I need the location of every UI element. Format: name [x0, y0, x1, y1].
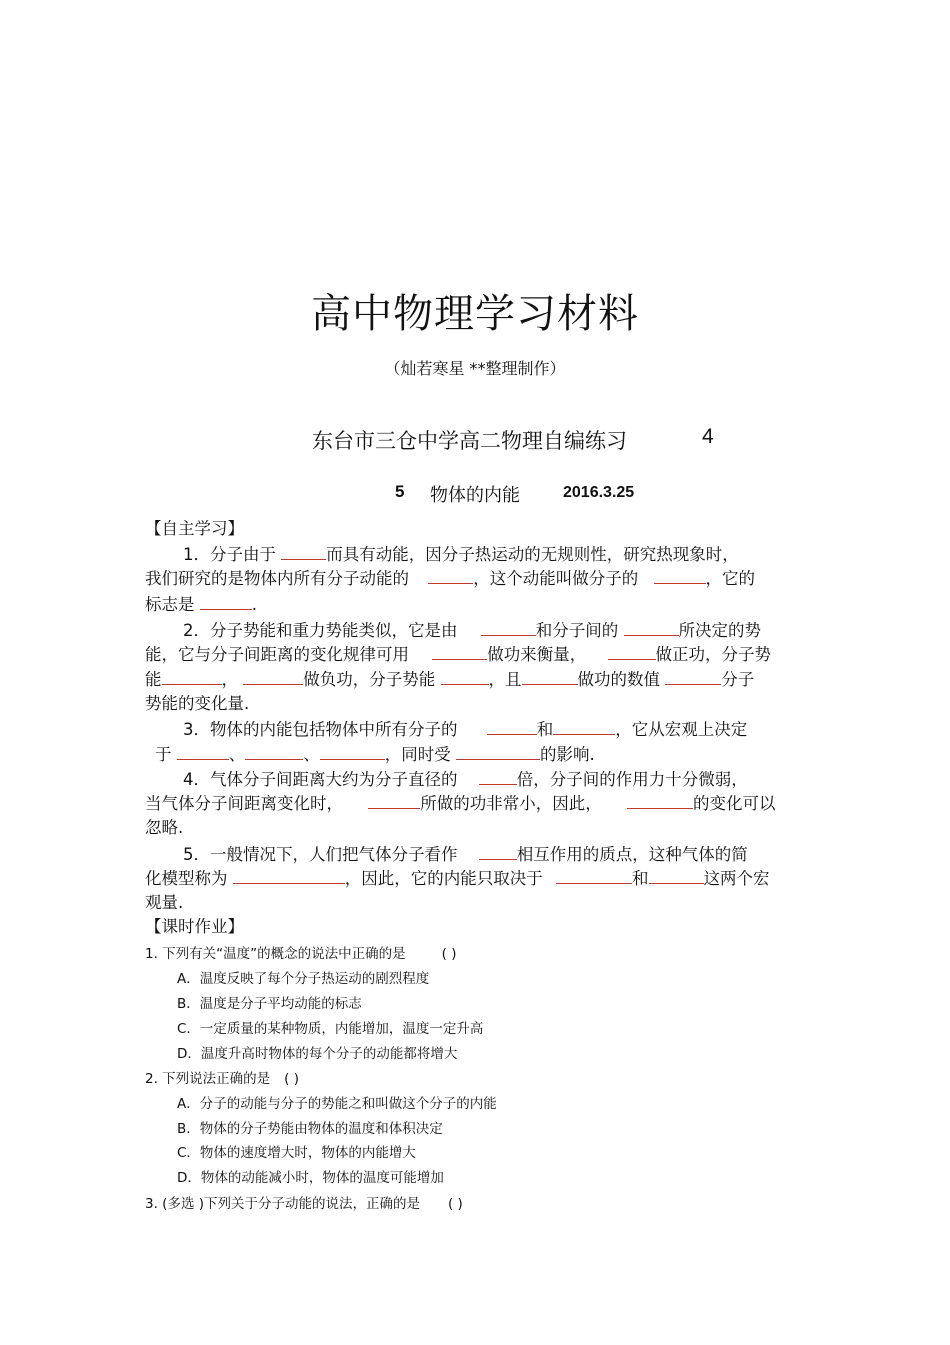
fill-line [145, 891, 183, 915]
fill-line [145, 692, 249, 716]
line-text: 、 [303, 745, 320, 764]
line-text: . [251, 595, 257, 614]
line-text: ，它的 [705, 569, 755, 588]
answer-blank[interactable] [243, 667, 303, 685]
question-stem: 3. (多选 )下列关于分子动能的说法，正确的是 ( ) [145, 1196, 463, 1212]
option-a[interactable]: A．分子的动能与分子的势能之和叫做这个分子的内能 [177, 1096, 497, 1112]
exercise-title: 东台市三仓中学高二物理自编练习 [312, 429, 627, 453]
exercise-number: 4 [702, 425, 714, 448]
answer-blank[interactable] [487, 717, 537, 735]
line-text: ，这个动能叫做分子的 [473, 569, 639, 588]
fill-line [155, 742, 595, 766]
option-a[interactable]: A．温度反映了每个分子热运动的剧烈程度 [177, 971, 430, 987]
fill-line [145, 791, 776, 815]
document-subtitle: （灿若寒星 **整理制作） [384, 359, 566, 378]
line-text: 能，它与分子间距离的变化规律可用 [145, 645, 409, 664]
line-text: ，同时受 [384, 745, 451, 764]
option-c[interactable]: C．物体的速度增大时，物体的内能增大 [177, 1145, 416, 1161]
answer-blank[interactable] [441, 667, 489, 685]
line-text: 5．一般情况下，人们把气体分子看作 [183, 845, 458, 864]
line-text: 倍，分子间的作用力十分微弱， [516, 770, 748, 789]
line-text: 做功来衡量， [487, 645, 587, 664]
document-title: 高中物理学习材料 [311, 291, 639, 337]
line-text: 能 [145, 670, 162, 689]
line-text: 做功的数值 [577, 670, 660, 689]
fill-line [145, 592, 257, 616]
answer-blank[interactable] [522, 667, 578, 685]
self-study-heading: 【自主学习】 [145, 519, 244, 538]
answer-blank[interactable] [665, 667, 721, 685]
homework-heading: 【课时作业】 [145, 917, 244, 936]
fill-line [183, 542, 739, 566]
option-d[interactable]: D．物体的动能减小时，物体的温度可能增加 [177, 1170, 444, 1186]
line-text: 和分子间的 [535, 621, 619, 640]
answer-paren[interactable]: ( ) [441, 946, 457, 962]
line-text: 相互作用的质点，这种气体的简 [516, 845, 748, 864]
line-text: ，因此，它的内能只取决于 [344, 869, 543, 888]
section-title: 物体的内能 [430, 485, 520, 506]
answer-blank[interactable] [553, 717, 615, 735]
line-text: 做负功，分子势能 [303, 670, 436, 689]
answer-blank[interactable] [320, 742, 385, 760]
answer-blank[interactable] [233, 866, 345, 884]
line-text: 的影响. [540, 745, 595, 764]
answer-blank[interactable] [177, 742, 229, 760]
line-text: 于 [155, 745, 172, 764]
answer-blank[interactable] [481, 618, 536, 636]
fill-line [145, 816, 183, 840]
answer-blank[interactable] [432, 642, 487, 660]
answer-blank[interactable] [627, 791, 693, 809]
answer-blank[interactable] [479, 842, 517, 860]
answer-blank[interactable] [200, 592, 252, 610]
line-text: 所决定的势 [678, 621, 761, 640]
line-text: 做正功，分子势 [655, 645, 771, 664]
line-text: 3．物体的内能包括物体中所有分子的 [183, 720, 458, 739]
fill-line [183, 767, 748, 791]
fill-line [145, 667, 754, 691]
line-text: ，且 [488, 670, 522, 689]
question-stem: 2. 下列说法正确的是 ( ) [145, 1071, 299, 1087]
answer-paren[interactable]: ( ) [448, 1196, 463, 1212]
answer-blank[interactable] [556, 866, 632, 884]
line-text: 这两个宏 [703, 869, 770, 888]
answer-blank[interactable] [456, 742, 540, 760]
line-text: 2．分子势能和重力势能类似，它是由 [183, 621, 458, 640]
section-date: 2016.3.25 [563, 484, 635, 501]
line-text: ，它从宏观上决定 [615, 720, 748, 739]
answer-blank[interactable] [624, 618, 679, 636]
line-text: ， [221, 670, 238, 689]
option-b[interactable]: B．温度是分子平均动能的标志 [177, 996, 362, 1012]
fill-line [145, 642, 771, 666]
question-stem: 1. 下列有关“温度”的概念的说法中正确的是 ( ) [145, 946, 457, 962]
option-d[interactable]: D．温度升高时物体的每个分子的动能都将增大 [177, 1046, 458, 1062]
line-text: 1．分子由于 [183, 545, 276, 564]
line-text: 分子 [721, 670, 755, 689]
line-text: 忽略. [145, 818, 184, 837]
line-text: 观量. [145, 893, 184, 912]
line-text: 的变化可以 [693, 794, 776, 813]
line-text: 势能的变化量. [145, 694, 250, 713]
answer-blank[interactable] [245, 742, 303, 760]
fill-line [183, 842, 748, 866]
fill-line [183, 717, 747, 741]
line-text: 和 [632, 869, 649, 888]
line-text: 、 [228, 745, 246, 764]
line-text: 标志是 [145, 595, 195, 614]
line-text: 当气体分子间距离变化时， [145, 794, 343, 813]
line-text: 所做的功非常小，因此， [420, 794, 602, 813]
answer-blank[interactable] [608, 642, 656, 660]
line-text: 我们研究的是物体内所有分子动能的 [145, 569, 409, 588]
line-text: 而具有动能，因分子热运动的无规则性，研究热现象时， [326, 545, 739, 564]
answer-blank[interactable] [654, 566, 706, 584]
answer-blank[interactable] [368, 791, 420, 809]
fill-line [183, 618, 761, 642]
line-text: 4．气体分子间距离大约为分子直径的 [183, 770, 458, 789]
answer-blank[interactable] [428, 566, 473, 584]
answer-blank[interactable] [479, 767, 517, 785]
answer-blank[interactable] [281, 542, 326, 560]
fill-line [145, 566, 755, 590]
answer-blank[interactable] [649, 866, 704, 884]
section-number: 5 [395, 482, 405, 501]
option-c[interactable]: C．一定质量的某种物质，内能增加，温度一定升高 [177, 1021, 484, 1037]
line-text: 和 [536, 720, 554, 739]
line-text: 化模型称为 [145, 869, 228, 888]
fill-line [145, 866, 770, 890]
answer-paren[interactable]: ( ) [284, 1071, 299, 1087]
answer-blank[interactable] [162, 667, 222, 685]
option-b[interactable]: B．物体的分子势能由物体的温度和体积决定 [177, 1121, 443, 1137]
